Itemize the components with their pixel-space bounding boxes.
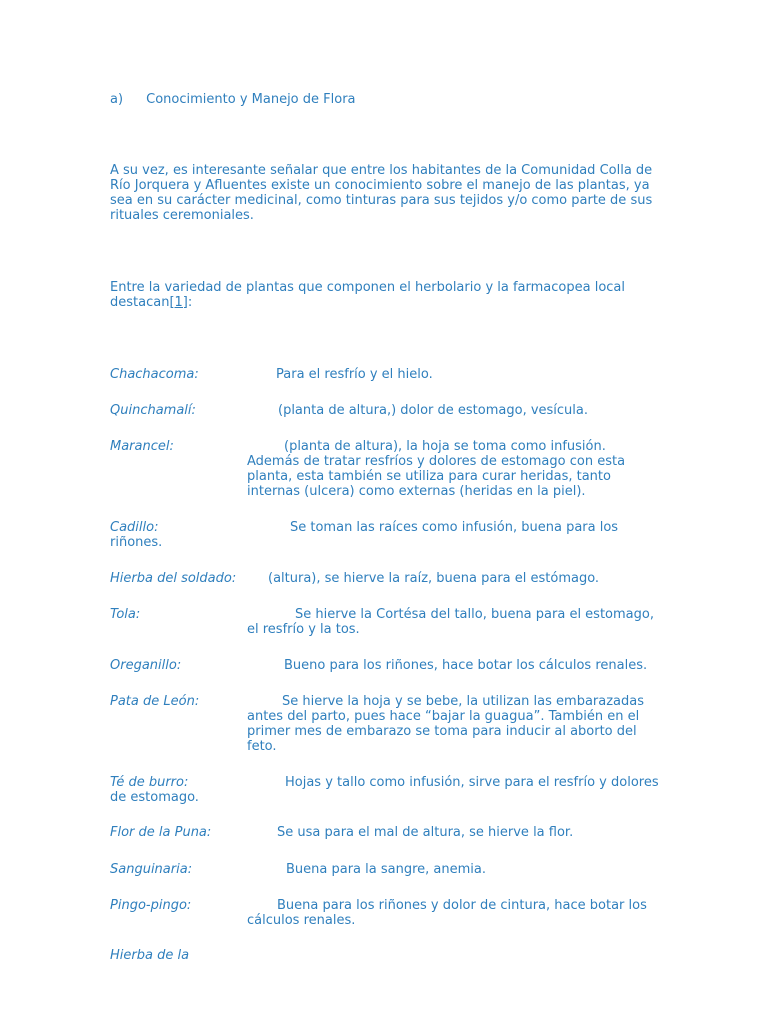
section-title: Conocimiento y Manejo de Flora [146, 92, 356, 107]
plant-description-continued: riñones. [110, 535, 163, 550]
plant-term: Té de burro: [110, 775, 189, 790]
footnote-link[interactable]: [1] [169, 295, 188, 310]
plant-description-continued: cálculos renales. [247, 913, 356, 928]
plant-description: Bueno para los riñones, hace botar los cálculos renales. [284, 658, 648, 673]
plant-term: Tola: [110, 607, 141, 622]
section-heading [110, 92, 356, 107]
section-number: a) [110, 92, 124, 107]
plant-description: Para el resfrío y el hielo. [276, 367, 433, 382]
plant-term: Pata de León: [110, 694, 200, 709]
plant-term: Cadillo: [110, 520, 159, 535]
plant-entry [110, 775, 680, 805]
plant-description: Se toman las raíces como infusión, buena para los [290, 520, 619, 535]
plant-description: Buena para la sangre, anemia. [286, 862, 486, 877]
plant-entry [110, 367, 670, 382]
plant-description: Se hierve la hoja y se bebe, la utilizan las embarazadas [282, 694, 645, 709]
list-intro-text: Entre la variedad de plantas que componen el herbolario y la farmacopea local destacan [110, 280, 626, 310]
plant-term: Marancel: [110, 439, 174, 454]
plant-description-continued: el resfrío y la tos. [247, 622, 360, 637]
plant-description-continued: antes del parto, pues hace “bajar la guagua”. También en el primer mes de embarazo se toma para inducir al aborto del feto. [247, 709, 640, 754]
intro-paragraph: A su vez, es interesante señalar que entre los habitantes de la Comunidad Colla de Río Jorquera y Afluentes existe un conocimiento sobre el manejo de las plantas, ya sea en su carácter medicinal, como tinturas para sus tejidos y/o como parte de sus rituales ceremoniales. [110, 163, 653, 223]
plant-description: Se hierve la Cortésa del tallo, buena para el estomago, [295, 607, 654, 622]
plant-term: Flor de la Puna: [110, 825, 212, 840]
plant-description-continued: de estomago. [110, 790, 199, 805]
plant-entry [110, 948, 670, 963]
plant-description-continued: Además de tratar resfríos y dolores de estomago con esta planta, esta también se utiliza para curar heridas, tanto internas (ulcera) como externas (heridas en la piel). [247, 454, 626, 499]
plant-term: Quinchamalí: [110, 403, 196, 418]
plant-entry [110, 607, 670, 637]
plant-entry [110, 658, 670, 673]
list-intro-suffix: : [187, 295, 193, 310]
plant-description: (altura), se hierve la raíz, buena para el estómago. [268, 571, 600, 586]
plant-entry [110, 898, 670, 928]
plant-term: Sanguinaria: [110, 862, 193, 877]
plant-term: Hierba del soldado: [110, 571, 237, 586]
plant-description: Buena para los riñones y dolor de cintura, hace botar los [277, 898, 647, 913]
plant-description: (planta de altura,) dolor de estomago, vesícula. [278, 403, 589, 418]
plant-term: Chachacoma: [110, 367, 199, 382]
plant-entry [110, 694, 670, 754]
plant-description: Hojas y tallo como infusión, sirve para el resfrío y dolores [285, 775, 659, 790]
plant-term: Hierba de la [110, 948, 190, 963]
plant-entry [110, 439, 670, 499]
plant-term: Oreganillo: [110, 658, 182, 673]
plant-entry [110, 825, 670, 840]
plant-term: Pingo-pingo: [110, 898, 192, 913]
plant-description: (planta de altura), la hoja se toma como infusión. [284, 439, 606, 454]
plant-entry [110, 571, 670, 586]
plant-description: Se usa para el mal de altura, se hierve la flor. [277, 825, 574, 840]
plant-entry [110, 862, 670, 877]
list-intro-paragraph [110, 280, 670, 310]
plant-entry [110, 403, 670, 418]
plant-entry [110, 520, 670, 550]
